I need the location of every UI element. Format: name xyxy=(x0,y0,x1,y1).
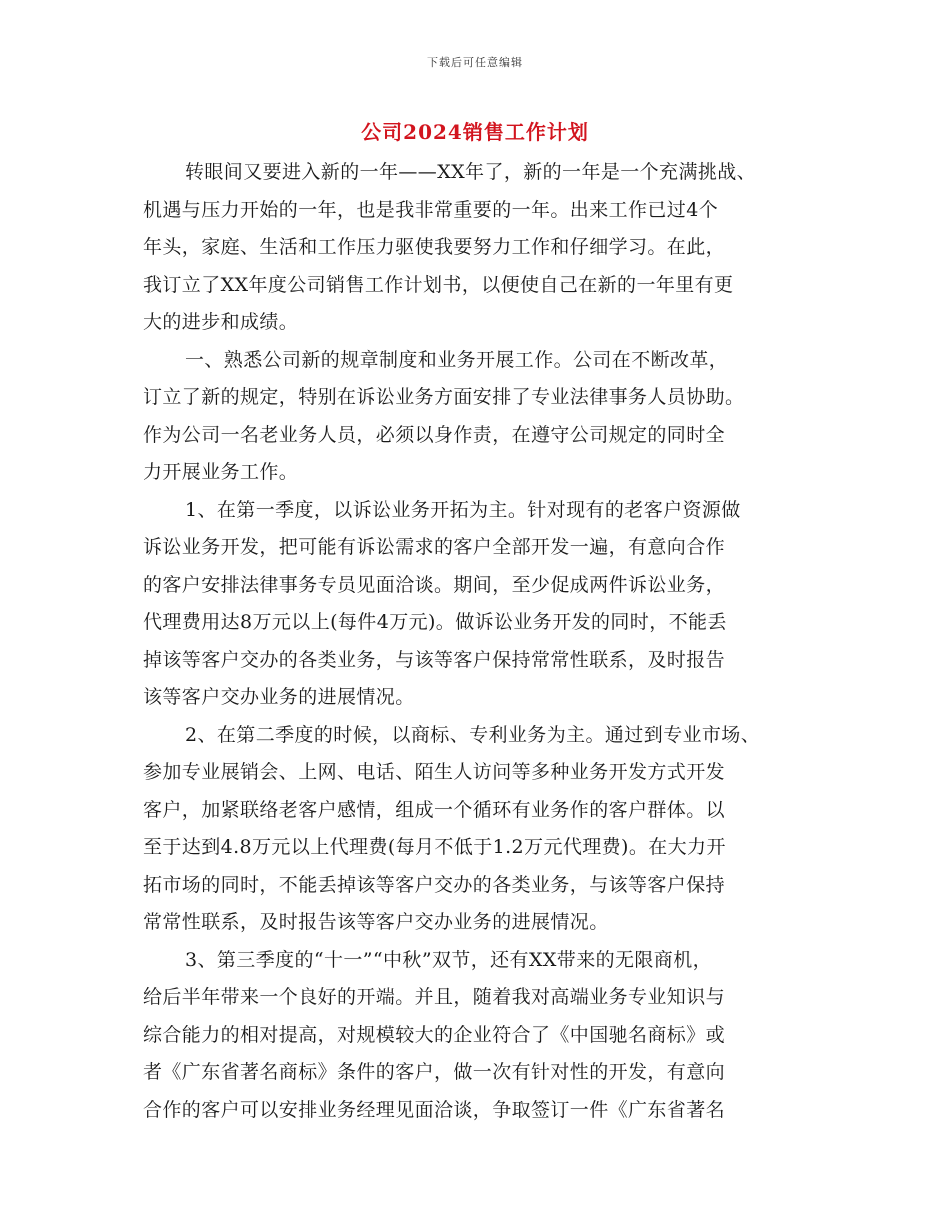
body-line: 常常性联系，及时报告该等客户交办业务的进展情况。 xyxy=(143,911,609,933)
body-line: 至于达到4.8万元以上代理费(每月不低于1.2万元代理费)。在大力开 xyxy=(143,836,726,858)
body-line: 参加专业展销会、上网、电话、陌生人访问等多种业务开发方式开发 xyxy=(143,761,726,783)
body-line: 综合能力的相对提高，对规模较大的企业符合了《中国驰名商标》或 xyxy=(143,1023,726,1046)
body-line: 客户，加紧联络老客户感情，组成一个循环有业务作的客户群体。以 xyxy=(143,798,726,821)
body-line: 1、在第一季度，以诉讼业务开拓为主。针对现有的老客户资源做 xyxy=(185,498,741,521)
body-line: 大的进步和成绩。 xyxy=(143,311,299,333)
body-line: 给后半年带来一个良好的开端。并且，随着我对高端业务专业知识与 xyxy=(143,986,726,1008)
body-line: 我订立了XX年度公司销售工作计划书，以便使自己在新的一年里有更 xyxy=(143,273,734,296)
body-line: 力开展业务工作。 xyxy=(143,461,299,483)
body-line: 拓市场的同时，不能丢掉该等客户交办的各类业务，与该等客户保持 xyxy=(143,873,726,896)
body-line: 合作的客户可以安排业务经理见面洽谈，争取签订一件《广东省著名 xyxy=(143,1098,726,1121)
body-line: 掉该等客户交办的各类业务，与该等客户保持常常性联系，及时报告 xyxy=(143,648,726,671)
body-line: 一、熟悉公司新的规章制度和业务开展工作。公司在不断改革， xyxy=(185,348,729,371)
header-note: 下载后可任意编辑 xyxy=(427,56,523,69)
body-line: 代理费用达8万元以上(每件4万元)。做诉讼业务开发的同时，不能丢 xyxy=(143,611,727,633)
document-title: 公司2024销售工作计划 xyxy=(361,120,589,144)
body-line: 转眼间又要进入新的一年——XX年了，新的一年是一个充满挑战、 xyxy=(185,161,757,183)
body-line: 诉讼业务开发，把可能有诉讼需求的客户全部开发一遍，有意向合作 xyxy=(143,536,726,558)
body-line: 作为公司一名老业务人员，必须以身作责，在遵守公司规定的同时全 xyxy=(143,423,726,446)
document-body xyxy=(143,154,815,1129)
body-line: 机遇与压力开始的一年，也是我非常重要的一年。出来工作已过4个 xyxy=(143,198,719,221)
body-line: 订立了新的规定，特别在诉讼业务方面安排了专业法律事务人员协助。 xyxy=(143,386,745,408)
body-line: 年头，家庭、生活和工作压力驱使我要努力工作和仔细学习。在此， xyxy=(143,236,726,258)
body-line: 2、在第二季度的时候，以商标、专利业务为主。通过到专业市场、 xyxy=(185,723,761,746)
body-line: 3、第三季度的“十一”“中秋”双节，还有XX带来的无限商机， xyxy=(185,948,712,971)
body-line: 的客户安排法律事务专员见面洽谈。期间，至少促成两件诉讼业务， xyxy=(143,573,726,596)
body-line: 者《广东省著名商标》条件的客户，做一次有针对性的开发，有意向 xyxy=(143,1061,726,1083)
body-line: 该等客户交办业务的进展情况。 xyxy=(143,686,415,708)
